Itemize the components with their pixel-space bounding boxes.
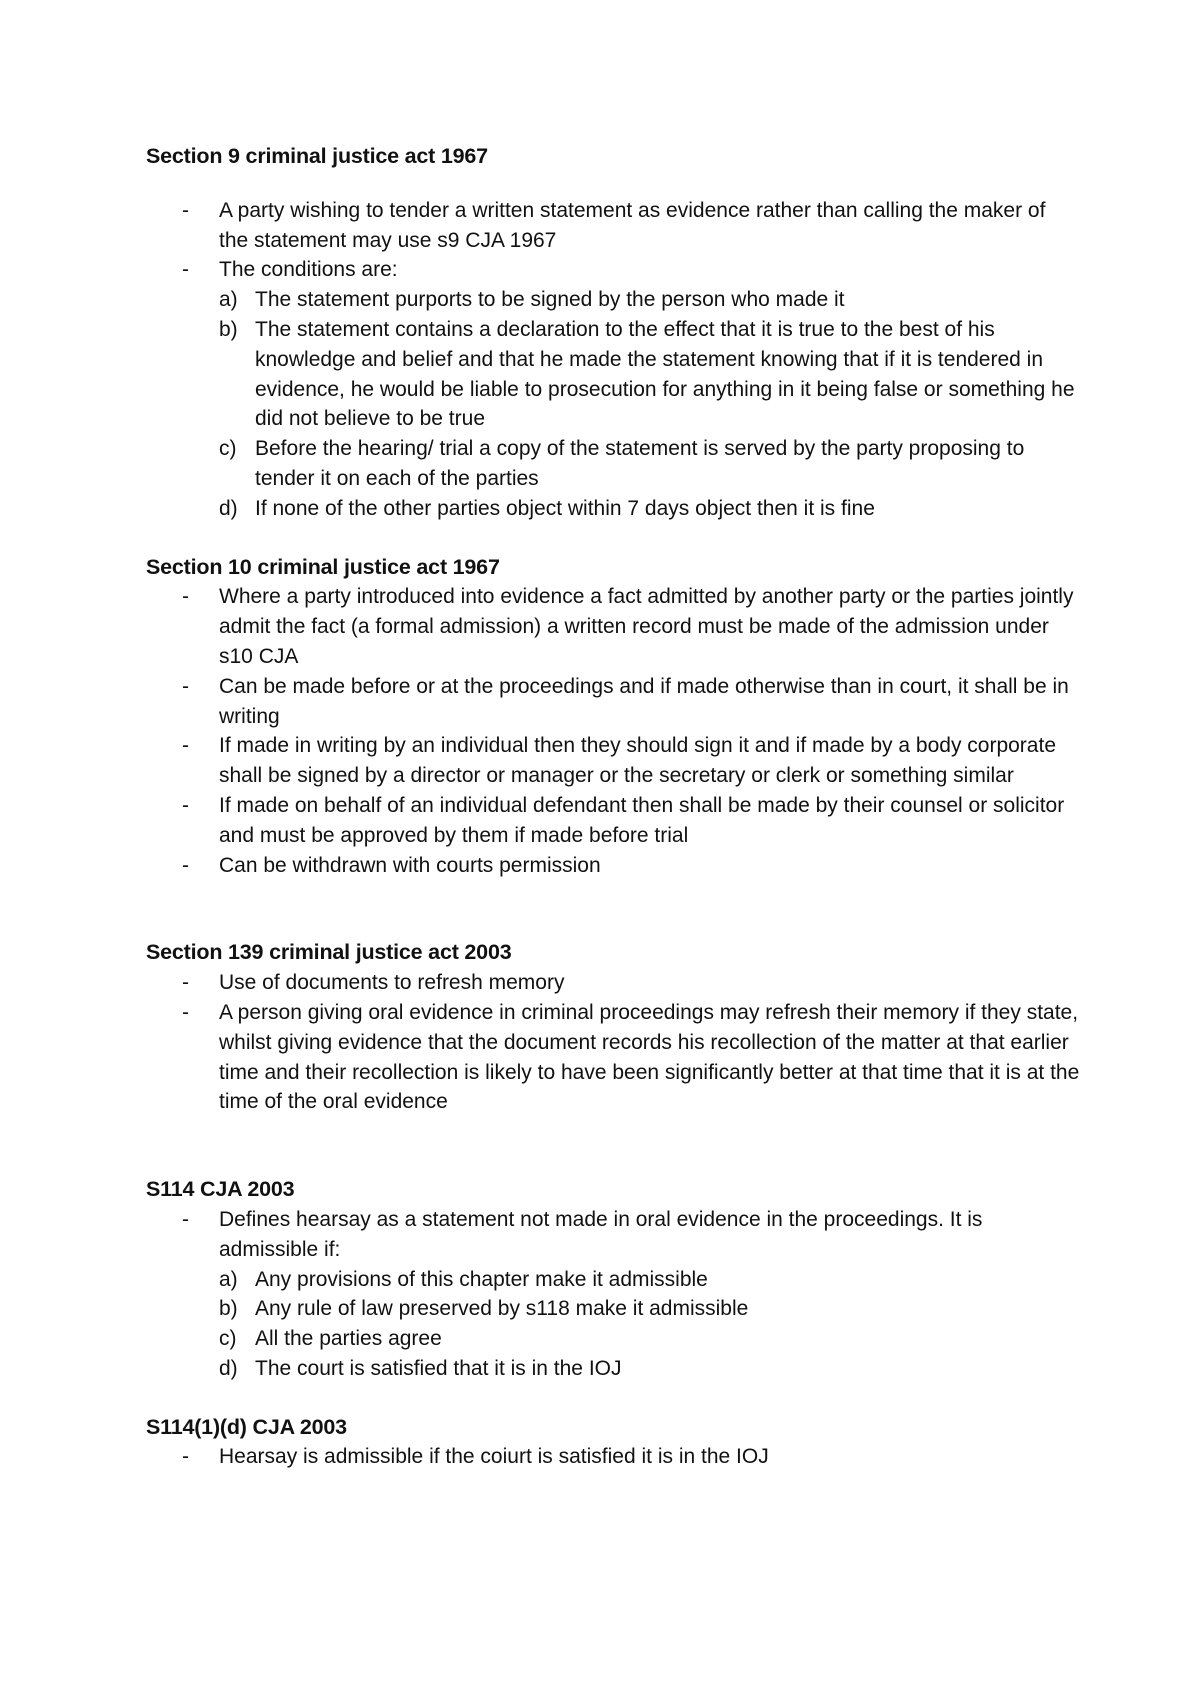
lettered-item-text: The court is satisfied that it is in the IOJ (255, 1356, 622, 1380)
dash-marker: - (182, 674, 189, 698)
list-item (146, 672, 1080, 732)
lettered-item-text: If none of the other parties object within 7 days object then it is fine (255, 496, 875, 520)
section-heading: S114(1)(d) CJA 2003 (146, 1414, 347, 1439)
lettered-item (146, 285, 1080, 315)
list-item (146, 998, 1080, 1117)
bullet-list (146, 1442, 1080, 1472)
letter-marker: c) (219, 437, 237, 461)
list-item (146, 968, 1080, 998)
section-s114 (146, 1175, 1080, 1384)
list-item (146, 255, 1080, 285)
section-heading: Section 9 criminal justice act 1967 (146, 144, 488, 168)
list-item-text: A party wishing to tender a written statement as evidence rather than calling the maker of the statement may use s9 CJA 1967 (219, 198, 1046, 252)
dash-marker: - (182, 258, 189, 282)
list-item-text: Can be made before or at the proceedings and if made otherwise than in court, it shall be in writing (219, 674, 1069, 728)
list-item-text: A person giving oral evidence in criminal proceedings may refresh their memory if they state, whilst giving evidence that the document records his recollection of the matter at that earlier time and their recollection is likely to have been significantly better at that time that it is at the time of the oral evidence (219, 1000, 1080, 1114)
list-item (146, 851, 1080, 881)
list-item-text: Where a party introduced into evidence a fact admitted by another party or the parties jointly admit the fact (a formal admission) a written record must be made of the admission under s10 CJA (219, 585, 1074, 668)
letter-marker: d) (219, 1356, 238, 1380)
lettered-item-text: Any provisions of this chapter make it admissible (255, 1267, 708, 1291)
list-item (146, 1442, 1080, 1472)
bullet-list (146, 1205, 1080, 1265)
lettered-item-text: The statement contains a declaration to the effect that it is true to the best of his knowledge and belief and that he made the statement knowing that if it is tendered in evidence, he would be liable to prosecution for anything in it being false or something he did not believe to be true (255, 317, 1075, 431)
dash-marker: - (182, 1000, 189, 1024)
section-s114-1-d (146, 1413, 1080, 1473)
letter-marker: d) (219, 496, 238, 520)
lettered-item (146, 494, 1080, 524)
dash-marker: - (182, 198, 189, 222)
bullet-list (146, 582, 1080, 880)
letter-marker: a) (219, 1267, 238, 1291)
dash-marker: - (182, 1207, 189, 1231)
lettered-item-text: Any rule of law preserved by s118 make it admissible (255, 1297, 749, 1321)
section-heading: S114 CJA 2003 (146, 1177, 295, 1202)
list-item-text: If made in writing by an individual then they should sign it and if made by a body corporate shall be signed by a director or manager or the secretary or clerk or something similar (219, 734, 1056, 788)
lettered-list (146, 285, 1080, 523)
list-item-text: Use of documents to refresh memory (219, 971, 565, 995)
lettered-item-text: The statement purports to be signed by the person who made it (255, 288, 845, 312)
section-heading: Section 10 criminal justice act 1967 (146, 554, 500, 579)
letter-marker: a) (219, 288, 238, 312)
bullet-list (146, 196, 1080, 285)
list-item-text: Can be withdrawn with courts permission (219, 853, 601, 877)
lettered-list (146, 1265, 1080, 1384)
lettered-item (146, 434, 1080, 494)
lettered-item (146, 1354, 1080, 1384)
lettered-item (146, 1324, 1080, 1354)
list-item-text: If made on behalf of an individual defendant then shall be made by their counsel or solicitor and must be approved by them if made before trial (219, 793, 1065, 847)
bullet-list (146, 968, 1080, 1117)
lettered-item (146, 315, 1080, 434)
dash-marker: - (182, 734, 189, 758)
dash-marker: - (182, 1445, 189, 1469)
list-item-text: Hearsay is admissible if the coiurt is satisfied it is in the IOJ (219, 1445, 769, 1469)
section-9 (146, 142, 1080, 524)
list-item (146, 791, 1080, 851)
list-item (146, 196, 1080, 256)
dash-marker: - (182, 853, 189, 877)
lettered-item-text: Before the hearing/ trial a copy of the statement is served by the party proposing to tender it on each of the parties (255, 437, 1025, 490)
lettered-item (146, 1294, 1080, 1324)
section-heading: Section 139 criminal justice act 2003 (146, 940, 512, 965)
dash-marker: - (182, 971, 189, 995)
letter-marker: b) (219, 317, 238, 341)
letter-marker: c) (219, 1327, 237, 1351)
lettered-item (146, 1265, 1080, 1295)
list-item (146, 582, 1080, 671)
dash-marker: - (182, 585, 189, 609)
dash-marker: - (182, 793, 189, 817)
list-item-text: The conditions are: (219, 258, 398, 282)
list-item (146, 1205, 1080, 1265)
lettered-item-text: All the parties agree (255, 1327, 442, 1351)
letter-marker: b) (219, 1297, 238, 1321)
section-10 (146, 553, 1080, 881)
list-item (146, 731, 1080, 791)
list-item-text: Defines hearsay as a statement not made in oral evidence in the proceedings. It is admissible if: (219, 1207, 983, 1261)
section-139 (146, 938, 1080, 1117)
